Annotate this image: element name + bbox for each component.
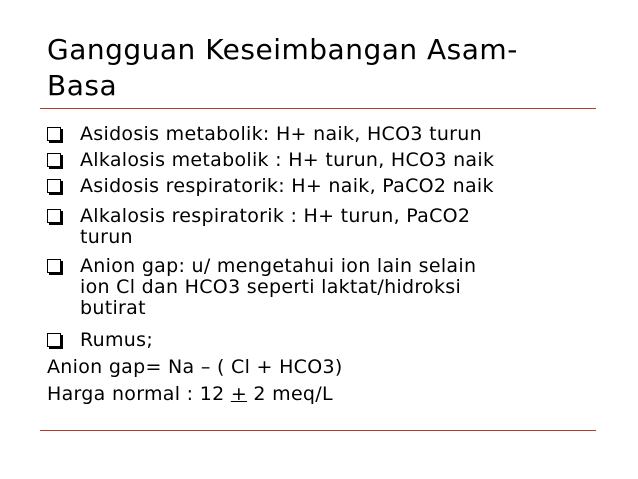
title-divider	[40, 108, 596, 109]
bullet-text: Alkalosis metabolik : H+ turun, HCO3 naik	[80, 149, 495, 171]
footer-divider	[40, 430, 596, 431]
bullet-text-continued: butirat	[80, 297, 146, 319]
bullet-text: Asidosis metabolik: H+ naik, HCO3 turun	[80, 123, 482, 145]
normal-value-prefix: Harga normal : 12	[47, 383, 231, 405]
bullet-text: Alkalosis respiratorik : H+ turun, PaCO2	[80, 205, 471, 227]
bullet-text: Asidosis respiratorik: H+ naik, PaCO2 naik	[80, 175, 494, 197]
normal-value-text	[47, 384, 333, 405]
formula-text: Anion gap= Na – ( Cl + HCO3)	[47, 356, 343, 378]
slide-title-line-2: Basa	[47, 69, 118, 102]
hollow-square-icon	[47, 259, 61, 273]
hollow-square-icon	[47, 153, 61, 167]
bullet-text-continued: ion Cl dan HCO3 seperti laktat/hidroksi	[80, 276, 462, 298]
slide-title-line-1: Gangguan Keseimbangan Asam-	[47, 33, 518, 66]
plus-minus-sign: +	[230, 383, 248, 405]
hollow-square-icon	[47, 333, 61, 347]
hollow-square-icon	[47, 179, 61, 193]
bullet-text: Anion gap: u/ mengetahui ion lain selain	[80, 255, 477, 277]
hollow-square-icon	[47, 127, 61, 141]
hollow-square-icon	[47, 209, 61, 223]
bullet-text-continued: turun	[80, 226, 133, 248]
normal-value-suffix: 2 meq/L	[247, 383, 333, 405]
bullet-text: Rumus;	[80, 329, 154, 351]
